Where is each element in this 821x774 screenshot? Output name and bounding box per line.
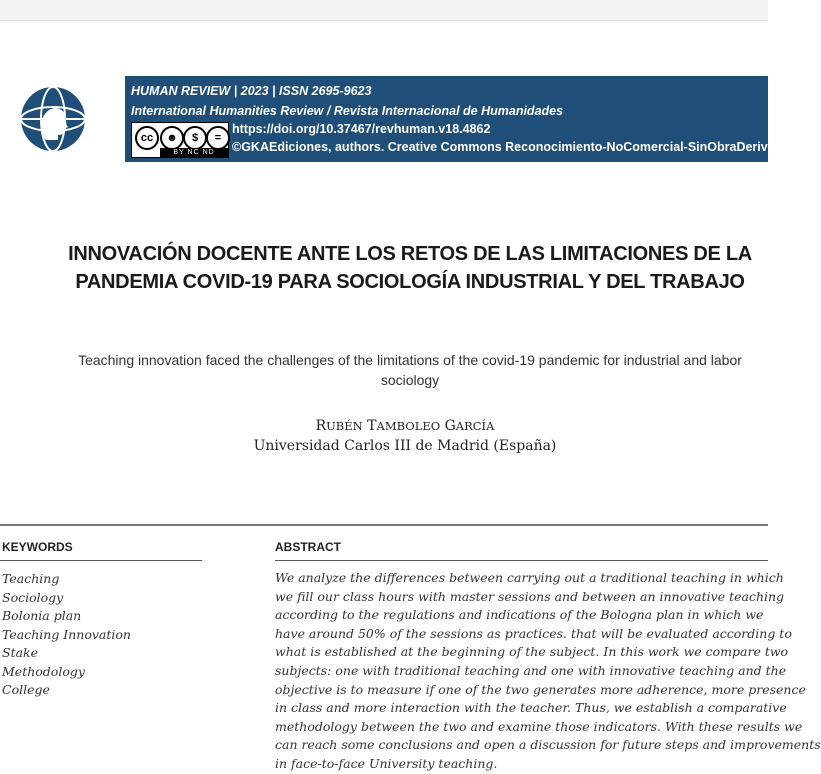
- abstract-line: we fill our class hours with master sessions and between an innovative teaching: [275, 588, 785, 604]
- globe-head-logo: [18, 84, 88, 154]
- abstract-line: in class and more interaction with the teacher. Thus, we establish a comparative: [275, 700, 787, 716]
- abstract-line: what is established at the beginning of the subject. In this work we compare two: [275, 644, 789, 660]
- nd-icon: =: [206, 126, 230, 150]
- by-icon: ☻: [160, 126, 184, 150]
- author-name: RUBÉN TAMBOLEO GARCÍA: [315, 418, 495, 434]
- abstract-line: according to the regulations and indications of the Bologna plan in which we: [275, 607, 764, 623]
- creative-commons-badge: [131, 122, 229, 158]
- journal-banner: [125, 76, 790, 162]
- keywords-list: [2, 570, 131, 700]
- top-bar: [0, 0, 768, 21]
- article-subtitle: Teaching innovation faced the challenges of the limitations of the covid-19 pandemic for industrial and labor sociology: [78, 352, 742, 388]
- article-title: INNOVACIÓN DOCENTE ANTE LOS RETOS DE LAS LIMITACIONES DE LA PANDEMIA COVID-19 PARA SOCIOLOGÍA INDUSTRIAL Y DEL TRABAJO: [68, 243, 752, 293]
- section-divider: [0, 524, 768, 526]
- keyword-item: Methodology: [2, 663, 85, 679]
- keyword-item: Sociology: [2, 589, 64, 605]
- abstract-line: can reach some conclusions and open a discussion for future steps and improvements: [275, 737, 821, 753]
- journal-subtitle: International Humanities Review / Revista Internacional de Humanidades: [131, 104, 564, 118]
- abstract-line: have around 50% of the sessions as practices. that will be evaluated according to: [275, 625, 792, 641]
- abstract-line: methodology between the two and examine those indicators. With these results we: [275, 718, 803, 734]
- abstract-line: We analyze the differences between carrying out a traditional teaching in which: [275, 570, 784, 585]
- author-affiliation: Universidad Carlos III de Madrid (España): [253, 438, 557, 454]
- keyword-item: Stake: [2, 645, 39, 660]
- abstract-line: subjects: one with traditional teaching and one with innovative teaching and the: [275, 662, 787, 678]
- keyword-item: Teaching Innovation: [2, 626, 131, 642]
- nc-icon: $: [183, 126, 207, 150]
- journal-line: HUMAN REVIEW | 2023 | ISSN 2695-9623: [131, 84, 372, 98]
- abstract-rule: [275, 560, 768, 561]
- cc-strip: BY NC ND: [160, 148, 228, 157]
- keyword-item: Bolonia plan: [2, 608, 82, 623]
- doi-link[interactable]: https://doi.org/10.37467/revhuman.v18.4862: [232, 122, 491, 136]
- abstract-body: [275, 569, 821, 771]
- license-text: ©GKAEdiciones, authors. Creative Commons Reconocimiento-NoComercial-SinObraDerivada: [232, 140, 790, 154]
- keyword-item: Teaching: [2, 571, 60, 586]
- keywords-heading: KEYWORDS: [2, 540, 73, 554]
- abstract-line: in face-to-face University teaching.: [275, 755, 498, 771]
- abstract-heading: ABSTRACT: [275, 540, 341, 554]
- keyword-item: College: [2, 682, 50, 697]
- abstract-line: objective is to measure if one of the two generates more adherence, more presence: [275, 681, 806, 697]
- cc-icon: cc: [135, 126, 159, 150]
- keywords-rule: [0, 560, 202, 561]
